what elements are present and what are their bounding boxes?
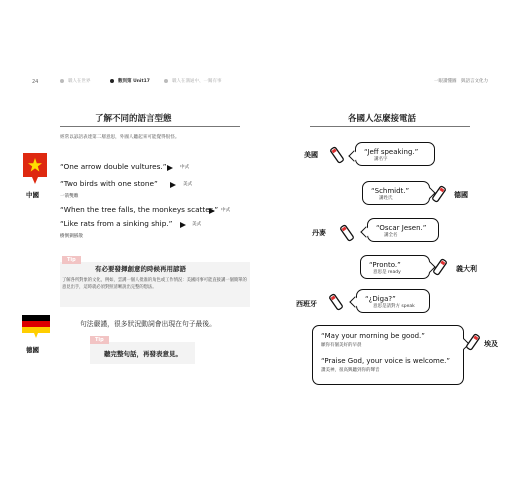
bubble-line: “Jeff speaking.”: [364, 148, 419, 156]
idiom-tag: 中式: [221, 208, 231, 213]
idiom-tag: 美式: [183, 182, 193, 187]
bubble-note: 意思是 ready: [373, 270, 401, 275]
idiom-tag: 中式: [180, 165, 190, 170]
bubble-line: “Oscar Jesen.”: [376, 224, 427, 232]
speech-bubble: [360, 255, 430, 279]
breadcrumb-item[interactable]: 職人在世界: [68, 79, 91, 84]
bubble-line: “Schmidt.”: [371, 187, 410, 195]
breadcrumb-dot: [164, 79, 168, 83]
right-arrow-icon: [167, 165, 173, 171]
speech-bubble: [356, 289, 430, 313]
china-flag-pin-icon: [20, 150, 50, 188]
idiom-quote: “Two birds with one stone”: [60, 179, 158, 188]
left-heading-underline: [60, 126, 240, 127]
germany-label: 德國: [26, 346, 39, 354]
china-label: 中國: [26, 191, 39, 199]
breadcrumb: [60, 76, 220, 86]
germany-flag-pin-icon: [20, 313, 52, 341]
speech-bubble: [367, 218, 439, 242]
left-page-number: 24: [32, 79, 39, 85]
bubble-note: 願你有個美好的早晨: [321, 343, 362, 348]
right-heading: 各國人怎麼接電話: [348, 114, 417, 124]
breadcrumb-dot: [60, 79, 64, 83]
left-intro: 經常以諺語表達第二層意思，外國人聽起來可能覺得很怪。: [60, 135, 180, 140]
speech-bubble: [362, 181, 430, 205]
tip-title: 有必要發揮創意的時候再用諺語: [95, 265, 186, 273]
idiom-note: 樹倒猢猻散: [60, 234, 83, 239]
bubble-line: “Praise God, your voice is welcome.”: [321, 357, 451, 365]
idiom-quote: “Like rats from a sinking ship.”: [60, 219, 173, 228]
breadcrumb-item-active[interactable]: 數到第 Unit17: [118, 79, 150, 84]
right-heading-underline: [310, 126, 470, 127]
bubble-note: 講全名: [384, 233, 398, 238]
right-arrow-icon: [180, 222, 186, 228]
country-egypt: 埃及: [484, 340, 498, 348]
idiom-quote: “When the tree falls, the monkeys scatter.”: [60, 205, 219, 214]
idiom-tag: 美式: [192, 222, 202, 227]
speech-bubble: [355, 142, 435, 166]
telephone-handset-icon: [430, 185, 448, 203]
telephone-handset-icon: [328, 146, 346, 164]
tip-body: 了解各所對象的文化，例如，雲溝一個人批准的角色或工作情況：美國同事可能直接講一個簡單的意見出手，這時就必須對照清晰說出完整的想法。: [62, 278, 247, 290]
country-italy: 義大利: [456, 265, 477, 273]
telephone-handset-icon: [327, 293, 345, 311]
tip-label: Tip: [90, 336, 109, 344]
telephone-handset-icon: [431, 258, 449, 276]
breadcrumb-item[interactable]: 職人在溝通中、一關有事: [172, 79, 222, 84]
germany-description: 句法嚴謹，很多狀況動詞會出現在句子最後。: [80, 320, 216, 328]
bubble-note: 講名字: [374, 157, 388, 162]
bubble-note: 讚美神，很高興聽到你的聲音: [321, 368, 380, 373]
tip-text: 聽完整句話，再發表意見。: [104, 350, 182, 358]
bubble-note: 講姓氏: [379, 196, 393, 201]
bubble-line: “May your morning be good.”: [321, 332, 425, 340]
country-usa: 美國: [304, 151, 318, 159]
breadcrumb-dot-active: [110, 79, 114, 83]
idiom-quote: “One arrow double vultures.”: [60, 162, 167, 171]
speech-bubble: [312, 325, 464, 385]
bubble-line: “¿Diga?”: [365, 295, 396, 303]
country-denmark: 丹麥: [312, 229, 326, 237]
right-header: 一眼讀懂圖 與語言文化力: [434, 79, 488, 84]
right-arrow-icon: [170, 182, 176, 188]
left-heading: 了解不同的語言型態: [95, 114, 172, 124]
country-germany: 德國: [454, 191, 468, 199]
country-spain: 西班牙: [296, 300, 317, 308]
tip-label: Tip: [62, 256, 81, 264]
telephone-handset-icon: [338, 224, 356, 242]
telephone-handset-icon: [464, 333, 482, 351]
bubble-line: “Pronto.”: [369, 261, 401, 269]
bubble-note: 意思是請對方 speak: [373, 304, 415, 309]
right-arrow-icon: [209, 208, 215, 214]
idiom-note: 一箭雙雕: [60, 194, 79, 199]
